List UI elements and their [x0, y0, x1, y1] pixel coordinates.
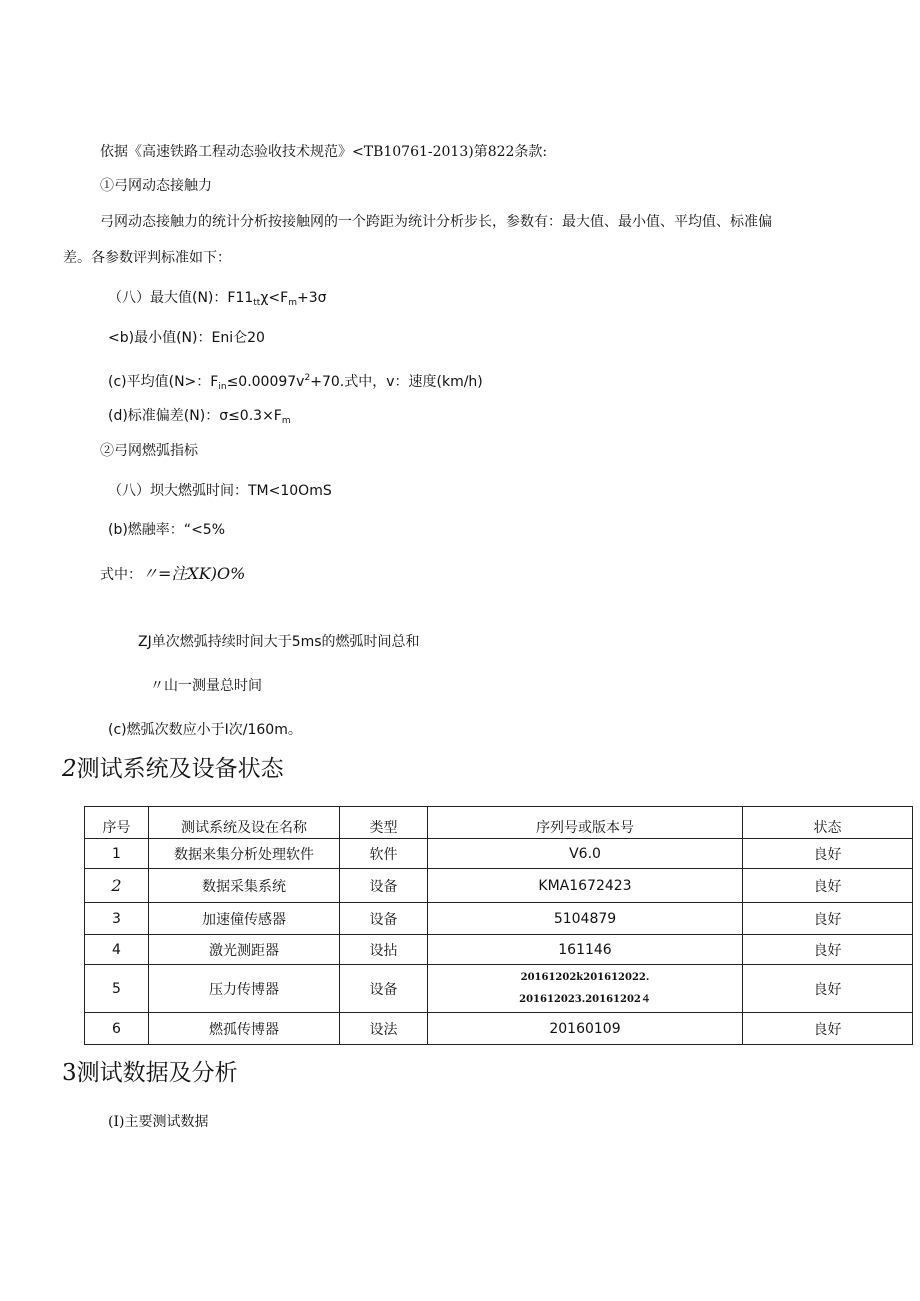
- cell-serial: KMA1672423: [428, 869, 743, 903]
- criterion-max: （八）最大值(N)：$F11_{tt}\chi<F_m+3\sigma$: [108, 290, 327, 308]
- formula-expression: 〃=注XK)O%: [142, 564, 246, 583]
- cell-status: 良好: [743, 903, 913, 935]
- definition-ttotal: 〃山一测量总时间: [150, 678, 262, 694]
- cell-type: 软件: [340, 839, 428, 869]
- header-serial: 序列号或版本号: [428, 807, 743, 839]
- item1-desc-line1: 弓网动态接触力的统计分析按接触网的一个跨距为统计分析步长，参数有：最大值、最小值、平均值、标准偏: [100, 214, 772, 230]
- cell-status: 良好: [743, 935, 913, 965]
- item2-title: ②弓网燃弧指标: [100, 443, 198, 459]
- cell-serial: 20160109: [428, 1013, 743, 1045]
- definition-tarc: ZJ单次燃弧持续时间大于5ms的燃弧时间总和: [138, 634, 420, 650]
- cell-name: 压力传博器: [149, 965, 340, 1013]
- cell-idx: 2: [85, 869, 149, 903]
- cell-name: 数据采集系统: [149, 869, 340, 903]
- intro-line: 依据《高速铁路工程动态验收技术规范》<TB10761-2013)第822条款:: [100, 144, 548, 160]
- table-header-row: [85, 807, 913, 839]
- cell-status: 良好: [743, 839, 913, 869]
- header-idx: 序号: [85, 807, 149, 839]
- table-row: [85, 869, 913, 903]
- arc-rate-criterion: (b)燃融率：“<5%: [108, 522, 226, 538]
- section3-heading: 3测试数据及分析: [62, 1060, 238, 1086]
- cell-status: 良好: [743, 1013, 913, 1045]
- cell-serial: V6.0: [428, 839, 743, 869]
- cell-idx: 3: [85, 903, 149, 935]
- cell-idx: 1: [85, 839, 149, 869]
- cell-name: 数据来集分析处理软件: [149, 839, 340, 869]
- serial-line-2: 201612023.20161202４: [519, 993, 651, 1005]
- section2-heading: 2测试系统及设备状态: [62, 756, 284, 782]
- table-row: [85, 903, 913, 935]
- cell-name: 激光测距器: [149, 935, 340, 965]
- cell-type: 设备: [340, 869, 428, 903]
- criterion-avg: (c)平均值(N>：$F_{in}\le 0.00097v^2+70$.式中，v：速度(km/h): [108, 373, 483, 392]
- formula-label: 式中：: [100, 567, 142, 583]
- cell-type: 设备: [340, 965, 428, 1013]
- formula: [100, 564, 245, 585]
- cell-name: 燃孤传博器: [149, 1013, 340, 1045]
- item1-title: ①弓网动态接触力: [100, 178, 212, 194]
- section3-sub1: (I)主要测试数据: [108, 1114, 209, 1130]
- cell-serial: [428, 965, 743, 1013]
- arc-max-criterion: （八）坝大燃弧时间：TM<10OmS: [108, 483, 332, 499]
- cell-type: 设拈: [340, 935, 428, 965]
- item1-desc-line2: 差。各参数评判标准如下：: [63, 250, 231, 266]
- cell-type: 设法: [340, 1013, 428, 1045]
- cell-serial: 161146: [428, 935, 743, 965]
- cell-type: 设备: [340, 903, 428, 935]
- criterion-std: (d)标准偏差(N)：$\sigma\le 0.3\times F_m$: [108, 408, 291, 426]
- table-row: [85, 935, 913, 965]
- cell-name: 加速僮传感器: [149, 903, 340, 935]
- serial-line-1: 20161202k201612022.: [520, 971, 650, 983]
- header-name: 测试系统及设在名称: [149, 807, 340, 839]
- table-row: [85, 1013, 913, 1045]
- table-row: [85, 965, 913, 1013]
- cell-status: 良好: [743, 965, 913, 1013]
- arc-count-criterion: (c)燃弧次数应小于I次/160m。: [108, 722, 302, 738]
- header-status: 状态: [743, 807, 913, 839]
- cell-idx: 5: [85, 965, 149, 1013]
- cell-serial: 5104879: [428, 903, 743, 935]
- criterion-min: <b)最小值(N)：Eni仑20: [108, 330, 265, 346]
- header-type: 类型: [340, 807, 428, 839]
- equipment-table: [84, 806, 913, 1045]
- cell-idx: 6: [85, 1013, 149, 1045]
- table-row: [85, 839, 913, 869]
- cell-idx: 4: [85, 935, 149, 965]
- cell-status: 良好: [743, 869, 913, 903]
